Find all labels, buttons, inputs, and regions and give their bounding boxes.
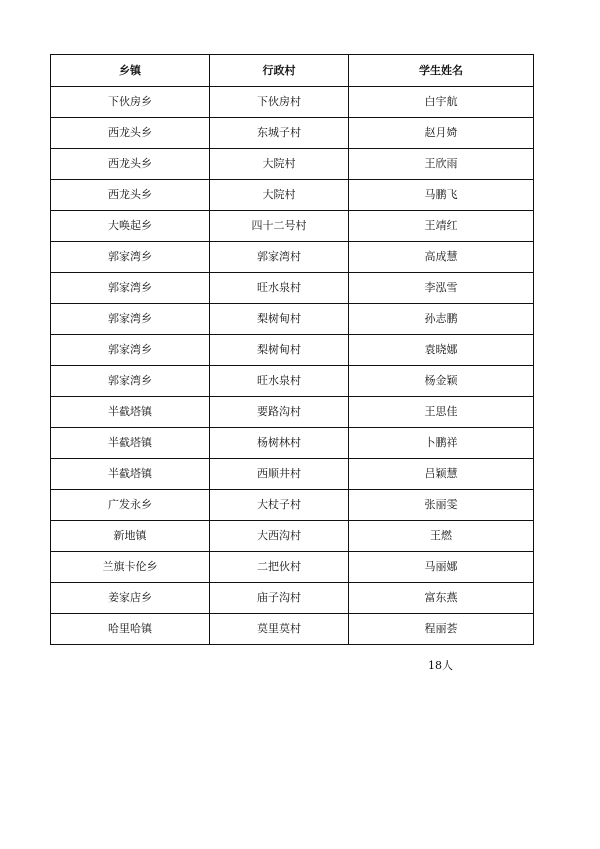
table-row [51, 273, 534, 304]
cell-township: 郭家湾乡 [51, 366, 210, 397]
cell-village: 四十二号村 [210, 211, 349, 242]
cell-township: 半截塔镇 [51, 459, 210, 490]
cell-student-name: 高成慧 [349, 242, 534, 273]
cell-township: 半截塔镇 [51, 428, 210, 459]
cell-student-name: 王靖红 [349, 211, 534, 242]
cell-village: 西顺井村 [210, 459, 349, 490]
cell-township: 西龙头乡 [51, 180, 210, 211]
cell-village: 二把伙村 [210, 552, 349, 583]
table-row [51, 397, 534, 428]
total-count: 18人 [428, 659, 453, 672]
cell-student-name: 王思佳 [349, 397, 534, 428]
cell-township: 大唤起乡 [51, 211, 210, 242]
table-row [51, 552, 534, 583]
table-row [51, 149, 534, 180]
cell-student-name: 王欣雨 [349, 149, 534, 180]
cell-student-name: 赵月婍 [349, 118, 534, 149]
table-row [51, 490, 534, 521]
cell-township: 西龙头乡 [51, 149, 210, 180]
cell-township: 郭家湾乡 [51, 304, 210, 335]
table-row [51, 118, 534, 149]
cell-village: 梨树甸村 [210, 335, 349, 366]
cell-village: 要路沟村 [210, 397, 349, 428]
table-header-row [51, 55, 534, 87]
table-row [51, 242, 534, 273]
cell-township: 郭家湾乡 [51, 335, 210, 366]
header-student-name: 学生姓名 [349, 55, 534, 87]
cell-student-name: 程丽荟 [349, 614, 534, 645]
header-village: 行政村 [210, 55, 349, 87]
cell-village: 旺水泉村 [210, 366, 349, 397]
cell-village: 莫里莫村 [210, 614, 349, 645]
cell-village: 大院村 [210, 180, 349, 211]
cell-student-name: 王燃 [349, 521, 534, 552]
cell-township: 半截塔镇 [51, 397, 210, 428]
table-body [51, 87, 534, 645]
cell-village: 大院村 [210, 149, 349, 180]
table-row [51, 428, 534, 459]
cell-village: 梨树甸村 [210, 304, 349, 335]
table-row [51, 366, 534, 397]
cell-township: 哈里哈镇 [51, 614, 210, 645]
cell-township: 兰旗卡伦乡 [51, 552, 210, 583]
cell-township: 广发永乡 [51, 490, 210, 521]
cell-student-name: 马鹏飞 [349, 180, 534, 211]
cell-student-name: 李泓雪 [349, 273, 534, 304]
cell-village: 大西沟村 [210, 521, 349, 552]
cell-student-name: 富东燕 [349, 583, 534, 614]
cell-village: 东城子村 [210, 118, 349, 149]
cell-village: 大杖子村 [210, 490, 349, 521]
student-table [50, 54, 534, 645]
table-row [51, 614, 534, 645]
cell-student-name: 张丽雯 [349, 490, 534, 521]
cell-township: 下伙房乡 [51, 87, 210, 118]
table-row [51, 180, 534, 211]
cell-student-name: 卜鹏祥 [349, 428, 534, 459]
table-row [51, 521, 534, 552]
cell-student-name: 吕颖慧 [349, 459, 534, 490]
header-township: 乡镇 [51, 55, 210, 87]
table-row [51, 335, 534, 366]
table-row [51, 211, 534, 242]
cell-student-name: 袁晓娜 [349, 335, 534, 366]
cell-village: 杨树林村 [210, 428, 349, 459]
cell-student-name: 白宇航 [349, 87, 534, 118]
cell-township: 郭家湾乡 [51, 273, 210, 304]
cell-village: 下伙房村 [210, 87, 349, 118]
cell-township: 郭家湾乡 [51, 242, 210, 273]
table-row [51, 459, 534, 490]
cell-township: 姜家店乡 [51, 583, 210, 614]
cell-village: 郭家湾村 [210, 242, 349, 273]
cell-township: 西龙头乡 [51, 118, 210, 149]
cell-student-name: 杨金颖 [349, 366, 534, 397]
table-row [51, 583, 534, 614]
cell-village: 庙子沟村 [210, 583, 349, 614]
student-table-container [50, 54, 533, 645]
cell-student-name: 孙志鹏 [349, 304, 534, 335]
table-row [51, 87, 534, 118]
cell-student-name: 马丽娜 [349, 552, 534, 583]
cell-village: 旺水泉村 [210, 273, 349, 304]
cell-township: 新地镇 [51, 521, 210, 552]
table-row [51, 304, 534, 335]
